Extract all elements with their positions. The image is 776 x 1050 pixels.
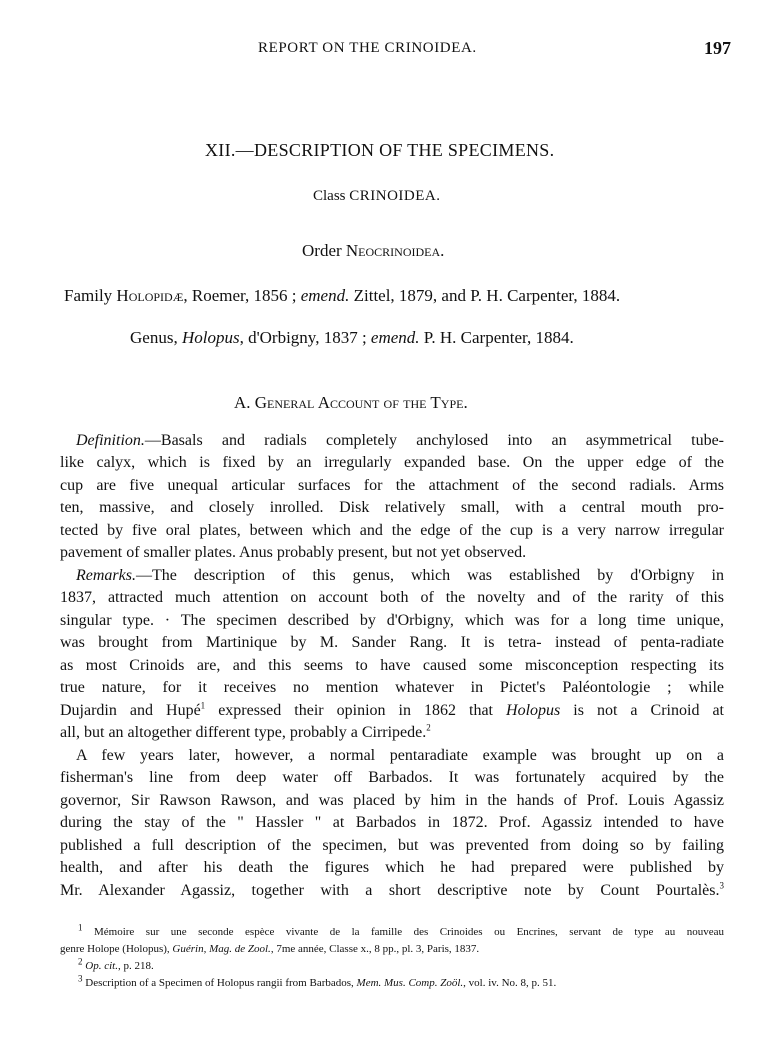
footnote-1-text-2b: , 7me année, Classe x., 8 pp., pl. 3, Paris, 1837. [270,943,480,955]
definition-line-3: cup are five unequal articular surfaces for the attachment of the second radials. Arms [60,477,724,494]
page-number: 197 [704,38,731,58]
footnote-3-text-a: Description of a Specimen of Holopus rangii from Barbados, [82,977,357,989]
para3-line-3: governor, Sir Rawson Rawson, and was placed by him in the hands of Prof. Louis Agassiz [60,792,724,809]
remarks-text-7a: Dujardin and Hupé [60,702,201,719]
definition-line-4: ten, massive, and closely inrolled. Disk relatively small, with a central mouth pro- [60,499,724,516]
definition-line-2: like calyx, which is fixed by an irregularly expanded base. On the upper edge of the [60,454,724,471]
footnote-2-page: , p. 218. [117,960,154,972]
family-emend-authors: Zittel, 1879, and P. H. Carpenter, 1884. [349,286,621,305]
footnote-2 [78,958,724,975]
genus-author: , d'Orbigny, 1837 ; [239,328,371,347]
class-heading [313,188,441,205]
footnote-1-line-2 [60,941,724,958]
order-heading [302,241,444,261]
para3-line-1: A few years later, however, a normal pentaradiate example was brought up on a [76,747,724,764]
definition-line-6: pavement of smaller plates. Anus probably present, but not yet observed. [60,544,527,561]
remarks-line-3: singular type. · The specimen described by d'Orbigny, which was for a long time unique, [60,612,724,629]
remarks-text-7b: expressed their opinion in 1862 that [205,702,507,719]
footnote-2-mark: 2 [78,956,83,967]
footnote-ref-2: 2 [426,722,431,733]
general-account-heading: A. General Account of the Type. [234,393,468,412]
order-prefix: Order [302,241,346,260]
genus-name: Holopus [181,328,240,347]
remarks-line-6: true nature, for it receives no mention whatever in Pictet's Paléontologie ; while [60,679,724,696]
family-prefix: Family [64,286,117,305]
remarks-label: Remarks. [76,567,136,584]
definition-text-1: —Basals and radials completely anchylosed into an asymmetrical tube- [144,432,724,449]
definition-label: Definition. [76,432,145,449]
class-prefix: Class [313,188,350,204]
footnote-1-mark: 1 [78,922,83,933]
remarks-line-2: 1837, attracted much attention on account both of the novelty and of the rarity of this [60,589,724,606]
footnote-3-mark: 3 [78,973,83,984]
para3-text-7: Mr. Alexander Agassiz, together with a short descriptive note by Count Pourtalès. [60,882,720,899]
remarks-line-8 [60,722,724,745]
remarks-line-5: as most Crinoids are, and this seems to have caused some misconception respecting its [60,657,724,674]
remarks-line-7 [60,700,724,723]
footnote-ref-1: 1 [200,700,206,711]
genus-emend-author: P. H. Carpenter, 1884. [419,328,574,347]
footnote-3-publication: Mem. Mus. Comp. Zoöl. [356,977,464,989]
remarks-text-1: —The description of this genus, which was established by d'Orbigny in [135,567,724,584]
remarks-line-1 [76,565,724,588]
family-name: Holopidæ [116,286,184,305]
footnote-1-text-1: Mémoire sur une seconde espèce vivante de la famille des Crinoides ou Encrines, servant de type au nouveau [82,926,724,938]
section-heading: XII.—DESCRIPTION OF THE SPECIMENS. [205,140,555,160]
para3-line-4: during the stay of the " Hassler " at Barbados in 1872. Prof. Agassiz intended to have [60,814,724,831]
remarks-genus: Holopus [506,702,561,719]
footnote-1-text-2a: genre Holope (Holopus), [60,943,173,955]
para3-line-2: fisherman's line from deep water off Barbados. It was fortunately acquired by the [60,769,724,786]
genus-emend: emend. [370,328,420,347]
para3-line-6: health, and after his death the figures which he had prepared were published by [60,859,724,876]
footnote-ref-3: 3 [719,880,724,891]
remarks-text-8: all, but an altogether different type, probably a Cirripede. [60,724,427,741]
footnote-1-line-1 [78,924,724,941]
family-emend: emend. [300,286,350,305]
footnote-3-text-b: , vol. iv. No. 8, p. 51. [463,977,557,989]
genus-heading [130,328,574,348]
remarks-line-4: was brought from Martinique by M. Sander Rang. It is tetra- instead of penta-radiate [60,634,724,651]
para3-line-5: published a full description of the specimen, but was prevented from doing so by failing [60,837,724,854]
footnote-1-publication: Guérin, Mag. de Zool. [172,943,271,955]
family-author: , Roemer, 1856 ; [183,286,301,305]
class-name: CRINOIDEA. [349,188,441,204]
definition-line-5: tected by five oral plates, between which and the edge of the cup is a very narrow irregular [60,522,724,539]
footnote-2-citation: Op. cit. [85,960,118,972]
remarks-text-7c: is not a Crinoid at [560,702,725,719]
para3-line-7 [60,880,724,903]
running-head: REPORT ON THE CRINOIDEA. [258,40,477,56]
footnote-3 [78,975,724,992]
genus-prefix: Genus, [130,328,182,347]
order-name: Neocrinoidea. [345,241,445,260]
family-heading [64,286,620,306]
definition-line-1 [76,430,724,453]
